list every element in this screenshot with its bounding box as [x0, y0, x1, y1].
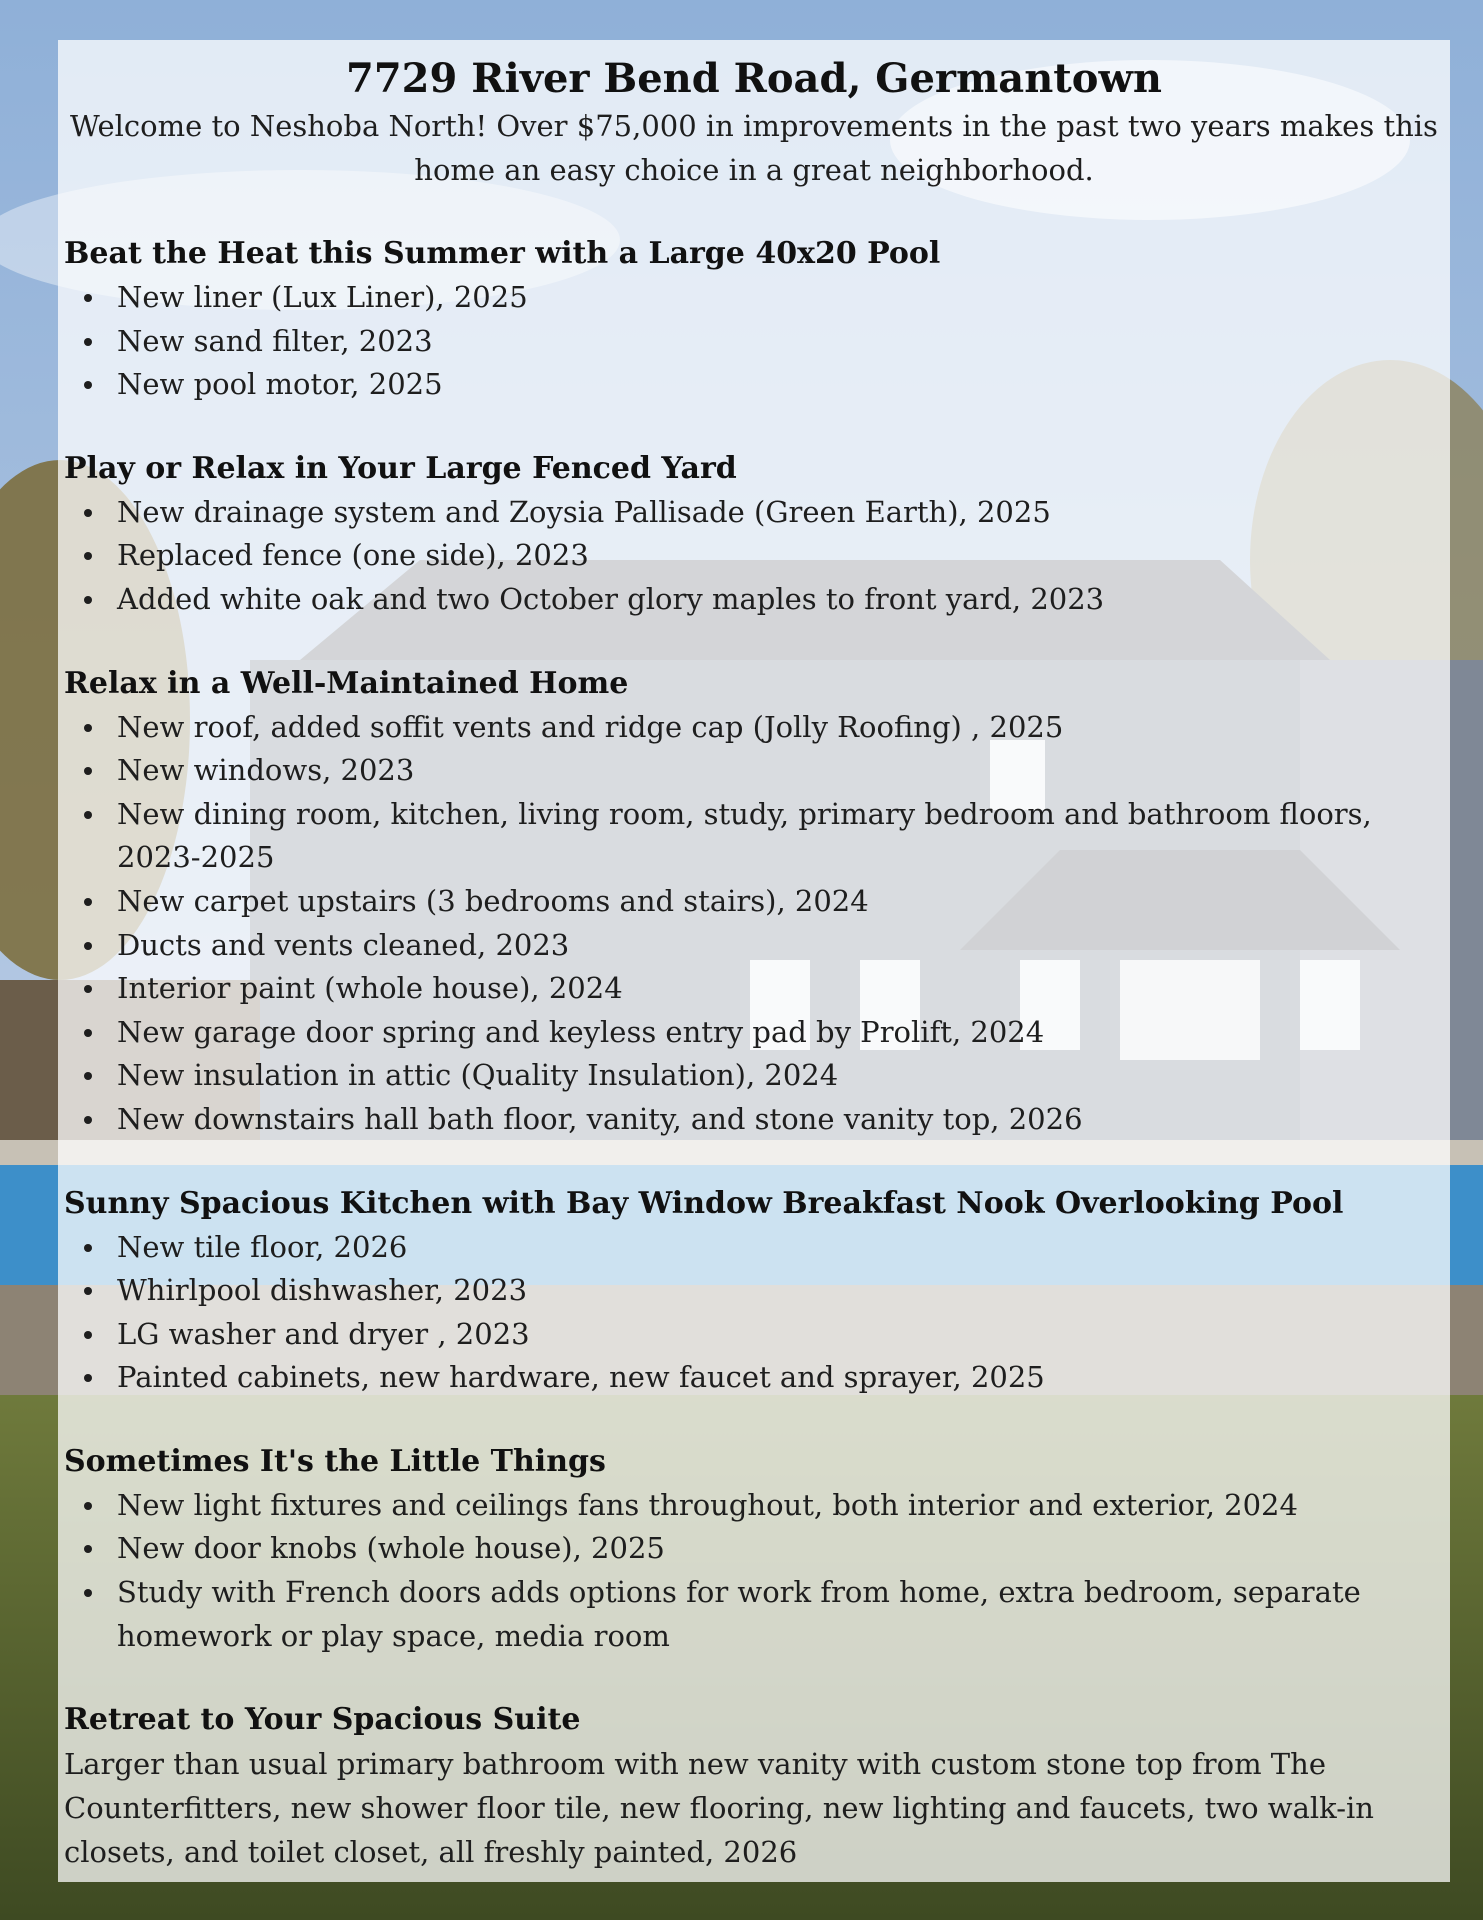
list-item: Study with French doors adds options for work from home, extra bedroom, separate homework or play space, media room: [117, 1571, 1444, 1658]
section-suite: [64, 1698, 1444, 1874]
section-little-things: [64, 1440, 1444, 1658]
section-heading: Relax in a Well-Maintained Home: [64, 665, 629, 701]
list-item: New liner (Lux Liner), 2025: [117, 276, 1444, 320]
list-item: New roof, added soffit vents and ridge cap (Jolly Roofing) , 2025: [117, 706, 1444, 750]
list-item: Painted cabinets, new hardware, new faucet and sprayer, 2025: [117, 1356, 1444, 1400]
list-item: New garage door spring and keyless entry pad by Prolift, 2024: [117, 1011, 1444, 1055]
list-item: New windows, 2023: [117, 749, 1444, 793]
list-item: New dining room, kitchen, living room, study, primary bedroom and bathroom floors, 2023-2025: [117, 793, 1444, 880]
section-heading: Sometimes It's the Little Things: [64, 1443, 606, 1479]
section-heading: Retreat to Your Spacious Suite: [64, 1702, 581, 1738]
list-item: New tile floor, 2026: [117, 1226, 1444, 1270]
list-item: Added white oak and two October glory maples to front yard, 2023: [117, 578, 1444, 622]
section-heading: Beat the Heat this Summer with a Large 40x20 Pool: [64, 236, 941, 271]
intro-text: Welcome to Neshoba North! Over $75,000 in improvements in the past two years makes this home an easy choice in a great neighborhood.: [70, 109, 1438, 187]
list-item: Replaced fence (one side), 2023: [117, 534, 1444, 578]
list-item: Interior paint (whole house), 2024: [117, 967, 1444, 1011]
list-item: Ducts and vents cleaned, 2023: [117, 924, 1444, 968]
list-item: New insulation in attic (Quality Insulation), 2024: [117, 1054, 1444, 1098]
list-item: New carpet upstairs (3 bedrooms and stairs), 2024: [117, 880, 1444, 924]
item-list: [64, 1226, 1444, 1400]
list-item: New door knobs (whole house), 2025: [117, 1527, 1444, 1571]
list-item: New sand filter, 2023: [117, 320, 1444, 364]
list-item: New downstairs hall bath floor, vanity, and stone vanity top, 2026: [117, 1098, 1444, 1142]
suite-description: Larger than usual primary bathroom with new vanity with custom stone top from The Counterfitters, new shower floor tile, new flooring, new lighting and faucets, two walk-in closets, and toilet closet, all freshly painted, 2026: [64, 1747, 1374, 1870]
section-yard: [64, 447, 1444, 622]
section-heading: Play or Relax in Your Large Fenced Yard: [64, 450, 737, 486]
content-panel: [58, 40, 1450, 1882]
list-item: New pool motor, 2025: [117, 363, 1444, 407]
item-list: [64, 706, 1444, 1142]
section-home: [64, 662, 1444, 1142]
list-item: New drainage system and Zoysia Pallisade (Green Earth), 2025: [117, 491, 1444, 535]
section-heading: Sunny Spacious Kitchen with Bay Window Breakfast Nook Overlooking Pool: [64, 1185, 1344, 1221]
section-kitchen: [64, 1182, 1444, 1400]
list-item: New light fixtures and ceilings fans throughout, both interior and exterior, 2024: [117, 1484, 1444, 1528]
page-title: 7729 River Bend Road, Germantown: [346, 55, 1162, 102]
item-list: [64, 276, 1444, 407]
section-pool: [64, 232, 1444, 407]
item-list: [64, 1484, 1444, 1658]
list-item: LG washer and dryer , 2023: [117, 1313, 1444, 1357]
list-item: Whirlpool dishwasher, 2023: [117, 1269, 1444, 1313]
item-list: [64, 491, 1444, 622]
